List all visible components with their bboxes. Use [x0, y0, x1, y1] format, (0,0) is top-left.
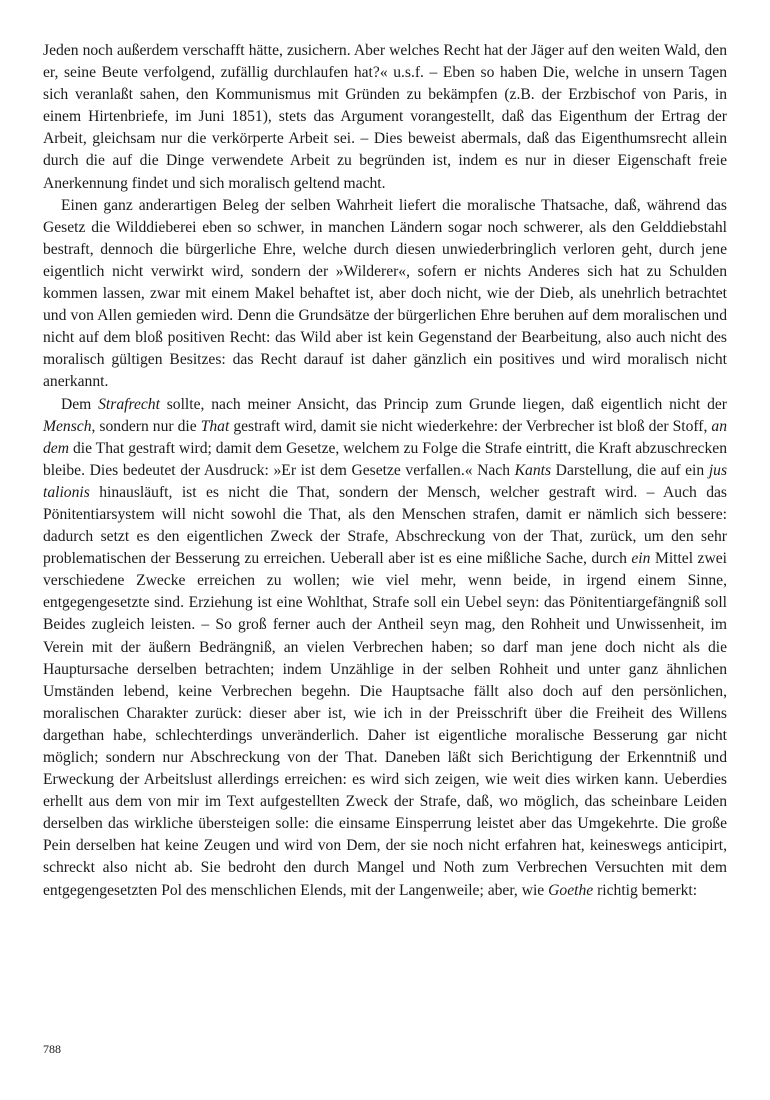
text-run: gestraft wird, damit sie nicht wiederkehre: der Verbrecher ist bloß der Stoff, — [229, 417, 712, 435]
page-number: 788 — [43, 1042, 61, 1056]
page-body — [43, 40, 727, 902]
text-run: Darstellung, die auf ein — [551, 461, 709, 479]
text-run: Einen ganz anderartigen Beleg der selben Wahrheit liefert die moralische Thatsache, daß, während das Gesetz die Wilddieberei eben so schwer, in manchen Ländern sogar noch schwerer, als den Gelddiebstahl bestraft, dennoch die bürgerliche Ehre, welche durch diesen unwiederbringlich verloren geht, durch jene eigentlich nicht verwirkt wird, sondern der »Wilderer«, sofern er nichts Anderes sich hat zu Schulden kommen lassen, zwar mit einem Makel behaftet ist, aber doch nicht, wie der Dieb, als unehrlich betrachtet und von Allen gemieden wird. Denn die Grundsätze der bürgerlichen Ehre beruhen auf dem moralischen und nicht auf dem bloß positiven Recht: das Wild aber ist kein Gegenstand der Bearbeitung, also auch nicht des moralisch gültigen Besitzes: das Recht darauf ist daher gänzlich ein positives und wird moralisch nicht anerkannt. — [43, 196, 727, 391]
text-run: , sondern nur die — [91, 417, 201, 435]
emphasis-an-dem: an dem — [43, 417, 728, 457]
paragraph-1 — [43, 40, 727, 195]
emphasis-ein: ein — [631, 550, 651, 568]
text-run: hinausläuft, ist es nicht die That, sondern der Mensch, welcher gestraft wird. – Auch das Pönitentiarsystem will nicht sowohl die That, als den Menschen strafen, damit er nämlich sich bessere: dadurch setzt es den eigentlichen Zweck der Strafe, Abschreckung von der That, zurück, um den sehr problematischen der Besserung zu erreichen. Ueberall aber ist es eine mißliche Sache, durch — [43, 483, 727, 568]
emphasis-jus-talionis: jus talionis — [43, 461, 728, 501]
text-run: Dem — [61, 395, 99, 413]
emphasis-strafrecht: Strafrecht — [98, 395, 160, 413]
paragraph-3 — [43, 394, 727, 902]
emphasis-mensch: Mensch — [43, 417, 92, 435]
text-run: Mittel zwei verschiedene Zwecke erreichen zu wollen; wie viel mehr, wenn beide, in irgend einem Sinne, entgegengesetzte sind. Erziehung ist eine Wohlthat, Strafe soll ein Uebel seyn: das Pönitentiargefängniß soll Beides zugleich leisten. – So groß ferner auch der Antheil seyn mag, den Rohheit und Unwissenheit, im Verein mit der äußern Bedrängniß, an vielen Verbrechen haben; so darf man jene doch nicht als die Hauptursache derselben betrachten; indem Unzählige in der selben Rohheit und unter ganz ähnlichen Umständen lebend, keine Verbrechen begehn. Die Hauptsache fällt also doch auf den persönlichen, moralischen Charakter zurück: dieser aber ist, wie ich in der Preisschrift über die Freiheit des Willens dargethan habe, schlechterdings unveränderlich. Daher ist eigentliche moralische Besserung gar nicht möglich; sondern nur Abschreckung von der That. Daneben läßt sich Berichtigung der Erkenntniß und Erweckung der Arbeitslust allerdings erreichen: es wird sich zeigen, wie weit dies wirken kann. Ueberdies erhellt aus dem von mir im Text aufgestellten Zweck der Strafe, daß, wo möglich, das scheinbare Leiden derselben das wirkliche übersteigen solle: die einsame Einsperrung leistet aber das Umgekehrte. Die große Pein derselben hat keine Zeugen und wird von Dem, der sie noch nicht erfahren hat, keineswegs anticipirt, schreckt also nicht ab. Sie bedroht den durch Mangel und Noth zum Verbrechen Versuchten mit dem entgegengesetzten Pol des menschlichen Elends, mit der Langenweile; aber, wie — [43, 550, 727, 899]
emphasis-goethe: Goethe — [548, 881, 594, 899]
text-run: richtig bemerkt: — [593, 881, 698, 899]
text-run: sollte, nach meiner Ansicht, das Princip zum Grunde liegen, daß eigentlich nicht der — [159, 395, 727, 413]
text-run: die That gestraft wird; damit dem Gesetze, welchem zu Folge die Strafe eintritt, die Kraft abzuschrecken bleibe. Dies bedeutet der Ausdruck: »Er ist dem Gesetze verfallen.« Nach — [43, 439, 727, 479]
paragraph-2 — [43, 195, 727, 394]
text-run: Jeden noch außerdem verschafft hätte, zusichern. Aber welches Recht hat der Jäger auf den weiten Wald, den er, seine Beute verfolgend, zufällig durchlaufen hat?« u.s.f. – Eben so haben Die, welche in unsern Tagen sich veranlaßt sahen, den Kommunismus mit Gründen zu bekämpfen (z.B. der Erzbischof von Paris, in einem Hirtenbriefe, im Juni 1851), stets das Argument vorangestellt, daß das Eigenthum der Ertrag der Arbeit, gleichsam nur die verkörperte Arbeit sei. – Dies beweist abermals, daß das Eigenthumsrecht allein durch die auf die Dinge verwendete Arbeit zu begründen ist, indem es nur in dieser Eigenschaft freie Anerkennung findet und sich moralisch geltend macht. — [43, 42, 727, 192]
emphasis-that: That — [200, 417, 230, 435]
emphasis-kants: Kants — [514, 461, 552, 479]
